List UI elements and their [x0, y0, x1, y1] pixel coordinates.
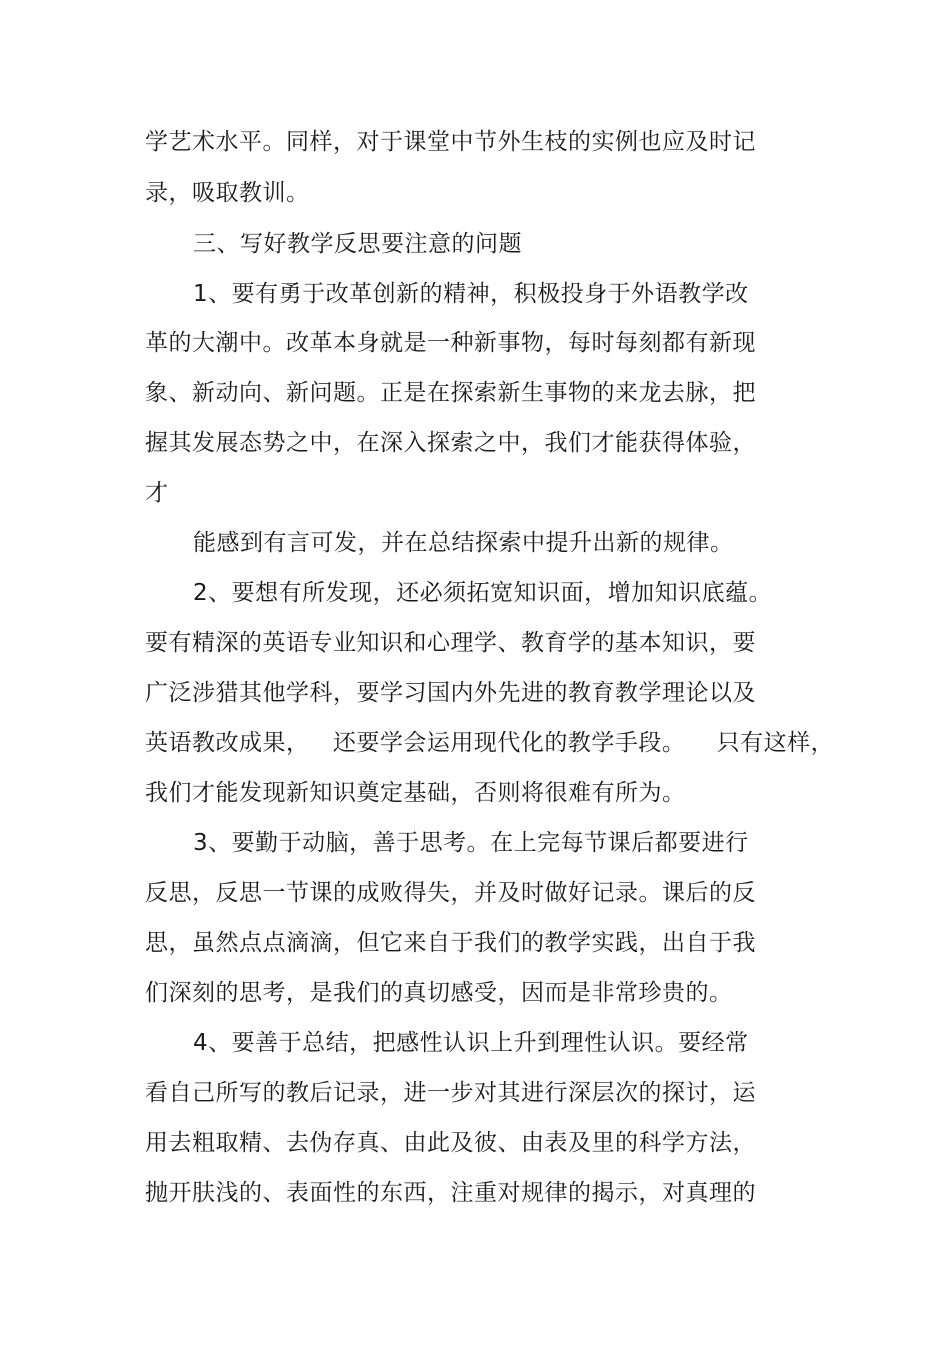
- text-line: 握其发展态势之中，在深入探索之中，我们才能获得体验，: [145, 430, 756, 456]
- text-line: 象、新动向、新问题。正是在探索新生事物的来龙去脉，把: [145, 380, 756, 406]
- text-line: 要有精深的英语专业知识和心理学、教育学的基本知识，要: [145, 630, 756, 656]
- text-line: 我们才能发现新知识奠定基础，否则将很难有所为。: [145, 780, 686, 806]
- text-line: 思，虽然点点滴滴，但它来自于我们的教学实践，出自于我: [145, 930, 756, 956]
- text-line: 反思，反思一节课的成败得失，并及时做好记录。课后的反: [145, 880, 756, 906]
- text-line: 3、要勤于动脑，善于思考。在上完每节课后都要进行: [193, 830, 749, 856]
- text-line: 英语教改成果， 还要学会运用现代化的教学手段。 只有这样，: [145, 730, 835, 756]
- text-line: 革的大潮中。改革本身就是一种新事物，每时每刻都有新现: [145, 330, 756, 356]
- text-line: 才: [145, 480, 169, 506]
- text-line: 看自己所写的教后记录，进一步对其进行深层次的探讨，运: [145, 1080, 756, 1106]
- text-line: 录，吸取教训。: [145, 180, 310, 206]
- text-line: 们深刻的思考，是我们的真切感受，因而是非常珍贵的。: [145, 980, 733, 1006]
- text-line: 抛开肤浅的、表面性的东西，注重对规律的揭示，对真理的: [145, 1180, 756, 1206]
- text-line: 广泛涉猎其他学科，要学习国内外先进的教育教学理论以及: [145, 680, 756, 706]
- text-line: 学艺术水平。同样，对于课堂中节外生枝的实例也应及时记: [145, 129, 756, 155]
- section-heading: 三、写好教学反思要注意的问题: [193, 231, 522, 257]
- text-line: 4、要善于总结，把感性认识上升到理性认识。要经常: [193, 1030, 749, 1056]
- text-line: 能感到有言可发，并在总结探索中提升出新的规律。: [193, 530, 734, 556]
- text-line: 用去粗取精、去伪存真、由此及彼、由表及里的科学方法，: [145, 1130, 756, 1156]
- text-line: 2、要想有所发现，还必须拓宽知识面，增加知识底蕴。: [193, 580, 773, 606]
- text-line: 1、要有勇于改革创新的精神，积极投身于外语教学改: [193, 281, 749, 307]
